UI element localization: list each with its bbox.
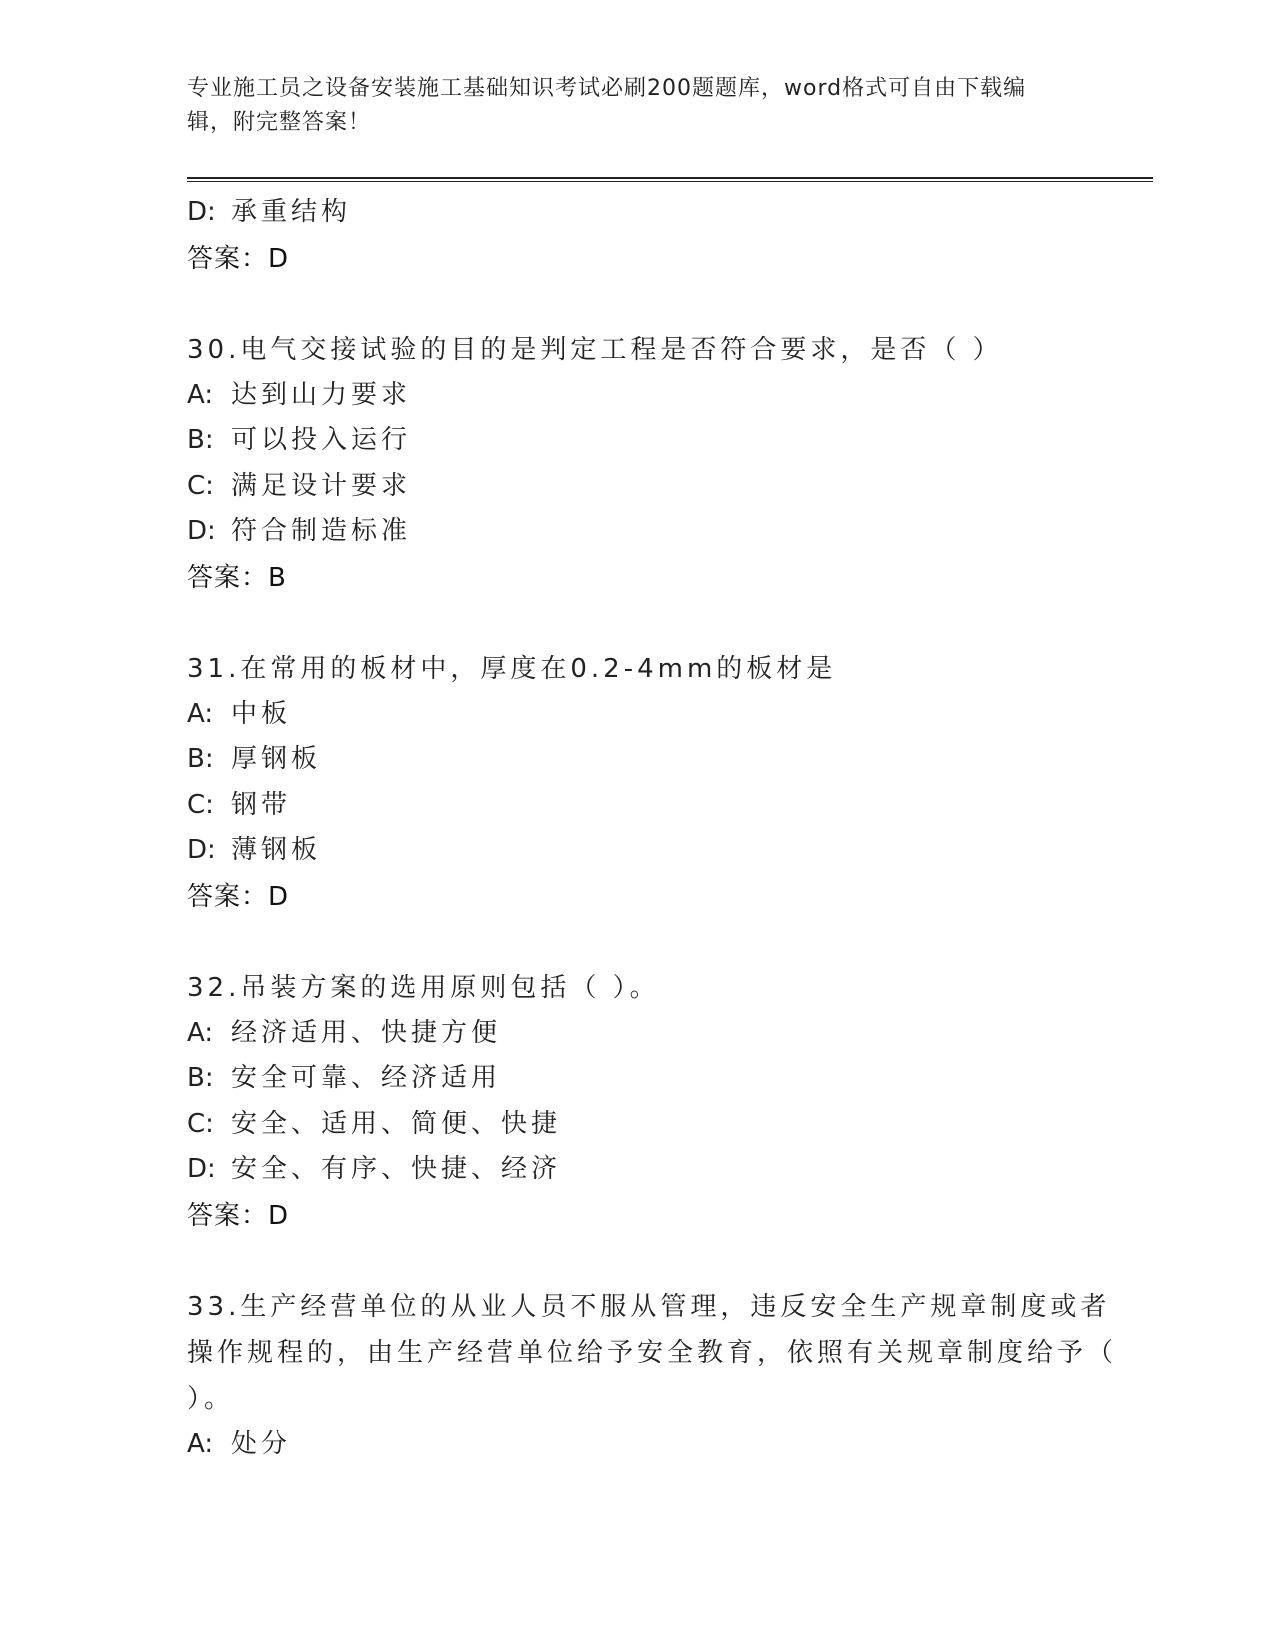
question-text: 33.生产经营单位的从业人员不服从管理，违反安全生产规章制度或者操作规程的，由生产经营单位给予安全教育，依照有关规章制度给予（ ）。 [187,1291,1118,1414]
spacer [187,920,1127,965]
option-line [187,1422,1127,1468]
question-content [187,190,1127,1467]
option-label: B: [187,425,214,455]
option-text: 符合制造标准 [231,516,412,546]
option-line [187,1102,1127,1148]
option-line [187,190,1127,236]
option-line [187,692,1127,738]
answer-line: 答案：B [187,562,287,593]
option-line [187,1056,1127,1102]
spacer [187,282,1127,327]
spacer [187,601,1127,646]
option-line [187,1011,1127,1057]
option-label: A: [187,698,214,729]
option-text: 安全、有序、快捷、经济 [231,1154,562,1184]
option-text: 薄钢板 [231,835,322,865]
option-text: 达到山力要求 [231,379,412,410]
option-label: D: [187,197,216,227]
option-line [187,783,1127,829]
option-line [187,1147,1127,1193]
option-line [187,418,1127,464]
option-text: 承重结构 [231,197,352,227]
answer-line: 答案：D [187,1200,290,1231]
option-label: B: [187,744,214,774]
option-label: A: [187,1428,214,1459]
option-label: C: [187,1108,214,1139]
header-divider [187,177,1153,182]
option-line [187,373,1127,419]
option-label: B: [187,1063,214,1093]
header-title: 专业施工员之设备安装施工基础知识考试必刷200题题库，word格式可自由下载编辑，附完整答案！ [187,76,1027,135]
option-line [187,464,1127,510]
option-label: A: [187,379,214,410]
option-line [187,509,1127,555]
answer-line: 答案：D [187,243,290,274]
option-text: 经济适用、快捷方便 [231,1017,502,1048]
option-line [187,737,1127,783]
option-text: 可以投入运行 [231,425,412,455]
question-text: 31.在常用的板材中，厚度在0.2-4mm的板材是 [187,653,837,684]
option-text: 中板 [231,698,292,729]
option-text: 厚钢板 [231,744,322,774]
option-text: 钢带 [231,789,292,820]
option-text: 处分 [231,1428,292,1459]
question-text: 32.吊装方案的选用原则包括（ ）。 [187,972,660,1003]
option-label: A: [187,1017,214,1048]
answer-line: 答案：D [187,881,290,912]
option-label: D: [187,516,216,546]
option-text: 满足设计要求 [231,470,412,501]
option-line [187,828,1127,874]
option-text: 安全、适用、简便、快捷 [231,1108,562,1139]
option-text: 安全可靠、经济适用 [231,1063,502,1093]
option-label: D: [187,835,216,865]
spacer [187,1239,1127,1284]
option-label: D: [187,1154,216,1184]
option-label: C: [187,789,214,820]
question-text: 30.电气交接试验的目的是判定工程是否符合要求，是否（ ） [187,334,1003,365]
option-label: C: [187,470,214,501]
